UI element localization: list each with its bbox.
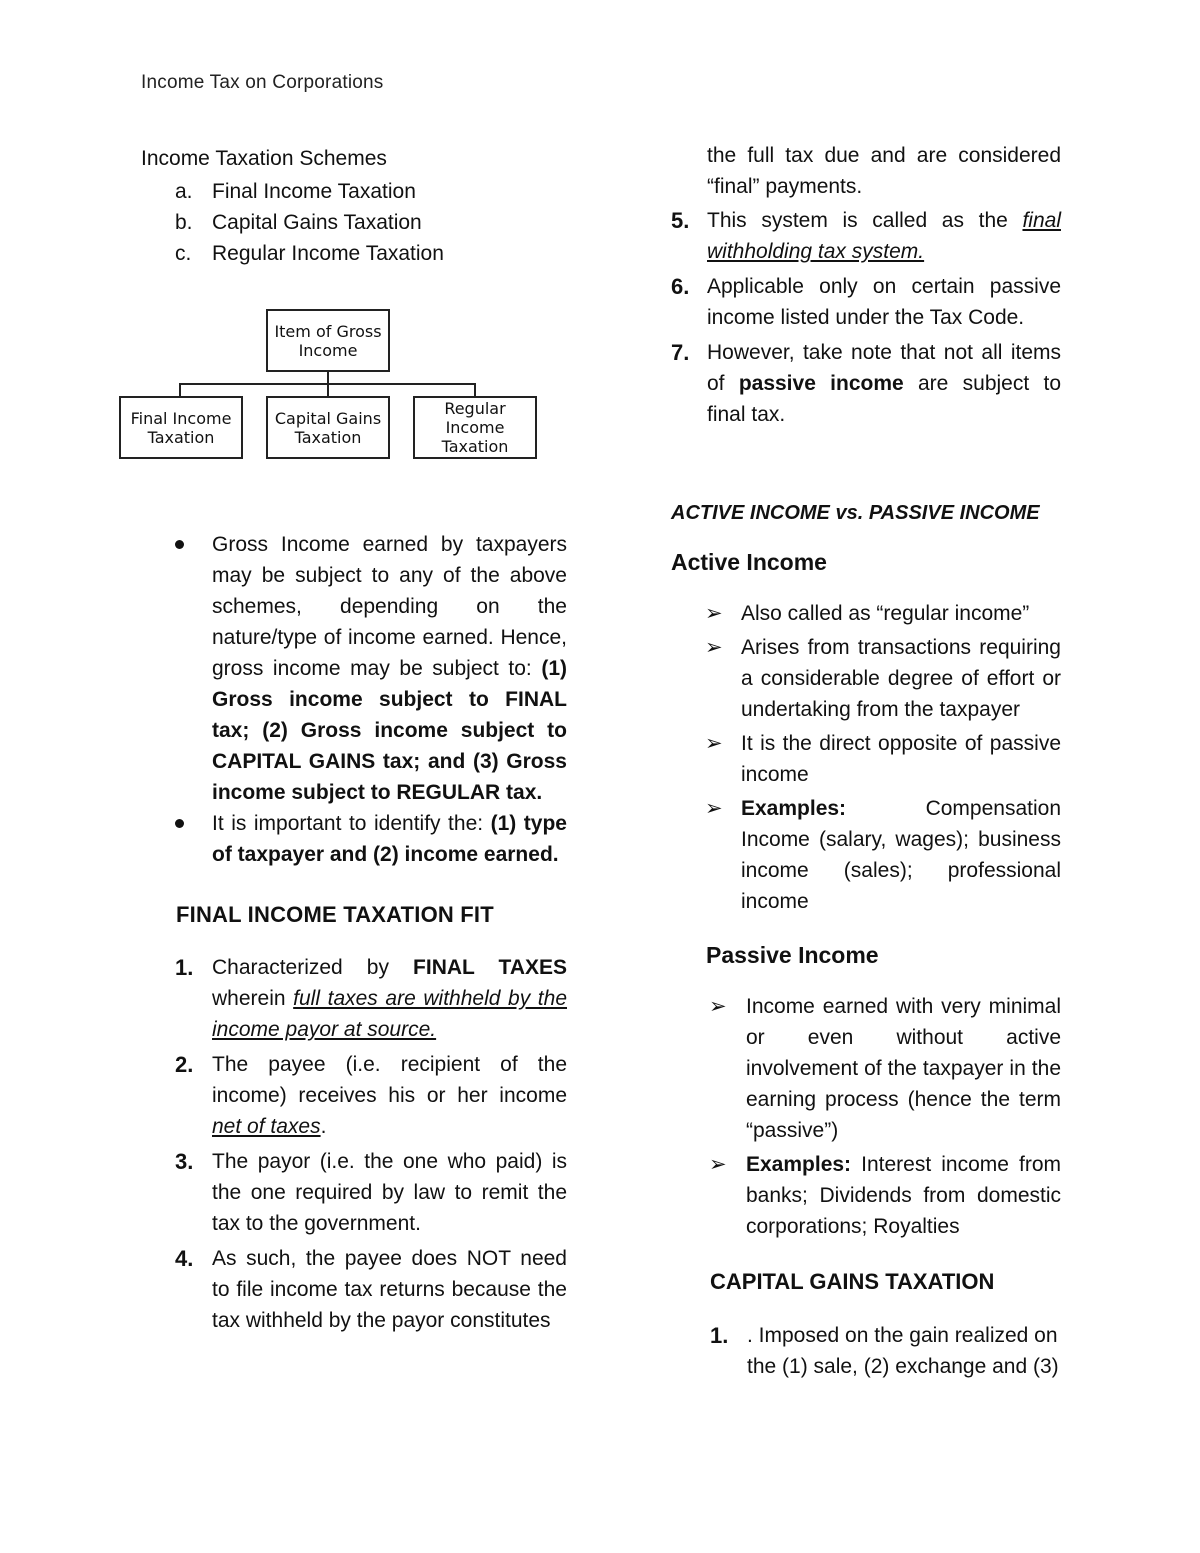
arrow-bullet-icon: ➢ <box>709 995 727 1018</box>
bullet-bold-text: (1) type of taxpayer and (2) income earned. <box>212 812 567 866</box>
diagram-root-box: Item of Gross Income <box>266 309 390 372</box>
arrow-bullet-icon: ➢ <box>705 602 723 625</box>
list-item <box>141 1146 567 1239</box>
list-marker: b. <box>175 211 193 234</box>
item-text: Compensation Income (salary, wages); business income (sales); professional income <box>741 797 1061 913</box>
list-item <box>671 1149 1061 1242</box>
item-text: Applicable only on certain passive income listed under the Tax Code. <box>707 275 1061 329</box>
item-text: are subject to final tax. <box>707 372 1061 426</box>
arrow-bullet-icon: ➢ <box>705 636 723 659</box>
item-text: As such, the payee does NOT need to file income tax returns because the tax withheld by the payor constitutes <box>212 1247 567 1332</box>
list-number: 6. <box>671 274 690 299</box>
taxation-diagram <box>119 309 549 469</box>
list-item <box>141 529 567 808</box>
arrow-bullet-icon: ➢ <box>709 1153 727 1176</box>
right-column <box>671 140 1061 1382</box>
active-income-list <box>671 598 1061 917</box>
bullet-text: It is important to identify the: <box>212 812 491 835</box>
diagram-connector <box>327 383 329 397</box>
item-text: Characterized by <box>212 956 414 979</box>
item-bold: FINAL TAXES <box>413 956 568 979</box>
list-number: 5. <box>671 208 690 233</box>
list-marker: c. <box>175 242 192 265</box>
list-item <box>141 207 567 238</box>
list-number: 4. <box>175 1246 194 1271</box>
list-number: 3. <box>175 1149 194 1174</box>
diagram-child-box: Regular Income Taxation <box>413 396 537 459</box>
item-bold: passive income <box>738 372 904 395</box>
list-item <box>141 1243 567 1336</box>
page-header: Income Tax on Corporations <box>141 72 384 93</box>
list-item <box>141 952 567 1045</box>
capital-gains-title: CAPITAL GAINS TAXATION <box>710 1269 995 1294</box>
schemes-title: Income Taxation Schemes <box>141 147 387 170</box>
active-passive-title: ACTIVE INCOME vs. PASSIVE INCOME <box>671 502 1040 524</box>
list-item <box>141 238 567 269</box>
item-bold: Examples: <box>746 1153 852 1176</box>
continued-text: the full tax due and are considered “final” payments. <box>707 144 1061 198</box>
item-text: The payee (i.e. recipient of the income) receives his or her income <box>212 1053 567 1107</box>
item-text: . Imposed on the gain realized on the (1) sale, (2) exchange and (3) <box>747 1324 1059 1378</box>
item-text: It is the direct opposite of passive income <box>741 732 1061 786</box>
list-item <box>671 598 1061 629</box>
list-item <box>671 205 1061 267</box>
item-bold: Examples: <box>741 797 847 820</box>
left-column <box>130 140 568 1340</box>
list-item <box>671 632 1061 725</box>
list-number: 2. <box>175 1052 194 1077</box>
item-text: The payor (i.e. the one who paid) is the one required by law to remit the tax to the government. <box>212 1150 567 1235</box>
bullet-dot <box>175 540 184 549</box>
passive-income-list <box>671 991 1061 1242</box>
list-number: 7. <box>671 340 690 365</box>
list-text: Final Income Taxation <box>212 180 416 203</box>
list-item <box>141 176 567 207</box>
diagram-child-box: Capital Gains Taxation <box>266 396 390 459</box>
active-income-title: Active Income <box>671 549 827 575</box>
bullet-dot <box>175 819 184 828</box>
diagram-connector <box>179 383 181 397</box>
item-text: Also called as “regular income” <box>741 602 1030 625</box>
list-item <box>671 337 1061 430</box>
item-text: Arises from transactions requiring a considerable degree of effort or undertaking from the taxpayer <box>741 636 1061 721</box>
list-item <box>671 991 1061 1146</box>
passive-income-title: Passive Income <box>706 942 879 968</box>
item-text: This system is called as the <box>707 209 1023 232</box>
arrow-bullet-icon: ➢ <box>705 797 723 820</box>
item-text: wherein <box>212 987 294 1010</box>
list-text: Capital Gains Taxation <box>212 211 422 234</box>
item-underlined: full taxes are withheld by the income payor at source. <box>212 987 567 1041</box>
item-text: Income earned with very minimal or even without active involvement of the taxpayer in the earning process (hence the term “passive”) <box>746 995 1061 1142</box>
item-underlined: net of taxes <box>212 1115 321 1138</box>
list-item <box>141 808 567 870</box>
list-text: Regular Income Taxation <box>212 242 444 265</box>
list-item <box>671 1320 1061 1382</box>
final-income-list <box>141 952 567 1336</box>
list-item <box>671 793 1061 917</box>
list-marker: a. <box>175 180 193 203</box>
item-underlined: final withholding tax system. <box>707 209 1061 263</box>
list-item <box>141 1049 567 1142</box>
bullet-bold-text: (1) Gross income subject to FINAL tax; (2) Gross income subject to CAPITAL GAINS tax; and (3) Gross income subject to REGULAR tax. <box>212 657 567 804</box>
item-text: . <box>320 1115 327 1138</box>
list-item <box>671 271 1061 333</box>
list-item <box>671 728 1061 790</box>
list-number: 1. <box>175 955 194 980</box>
diagram-child-box: Final Income Taxation <box>119 396 243 459</box>
bullet-list <box>141 529 567 870</box>
arrow-bullet-icon: ➢ <box>705 732 723 755</box>
final-income-title: FINAL INCOME TAXATION FIT <box>176 902 494 927</box>
diagram-connector <box>474 383 476 397</box>
item-text: Interest income from banks; Dividends from domestic corporations; Royalties <box>746 1153 1061 1238</box>
item-text: However, take note that not all items of <box>707 341 1061 395</box>
bullet-text: Gross Income earned by taxpayers may be subject to any of the above schemes, depending on the nature/type of income earned. Hence, gross income may be subject to: <box>212 533 567 680</box>
schemes-list <box>141 176 567 269</box>
list-number: 1. <box>710 1323 729 1348</box>
